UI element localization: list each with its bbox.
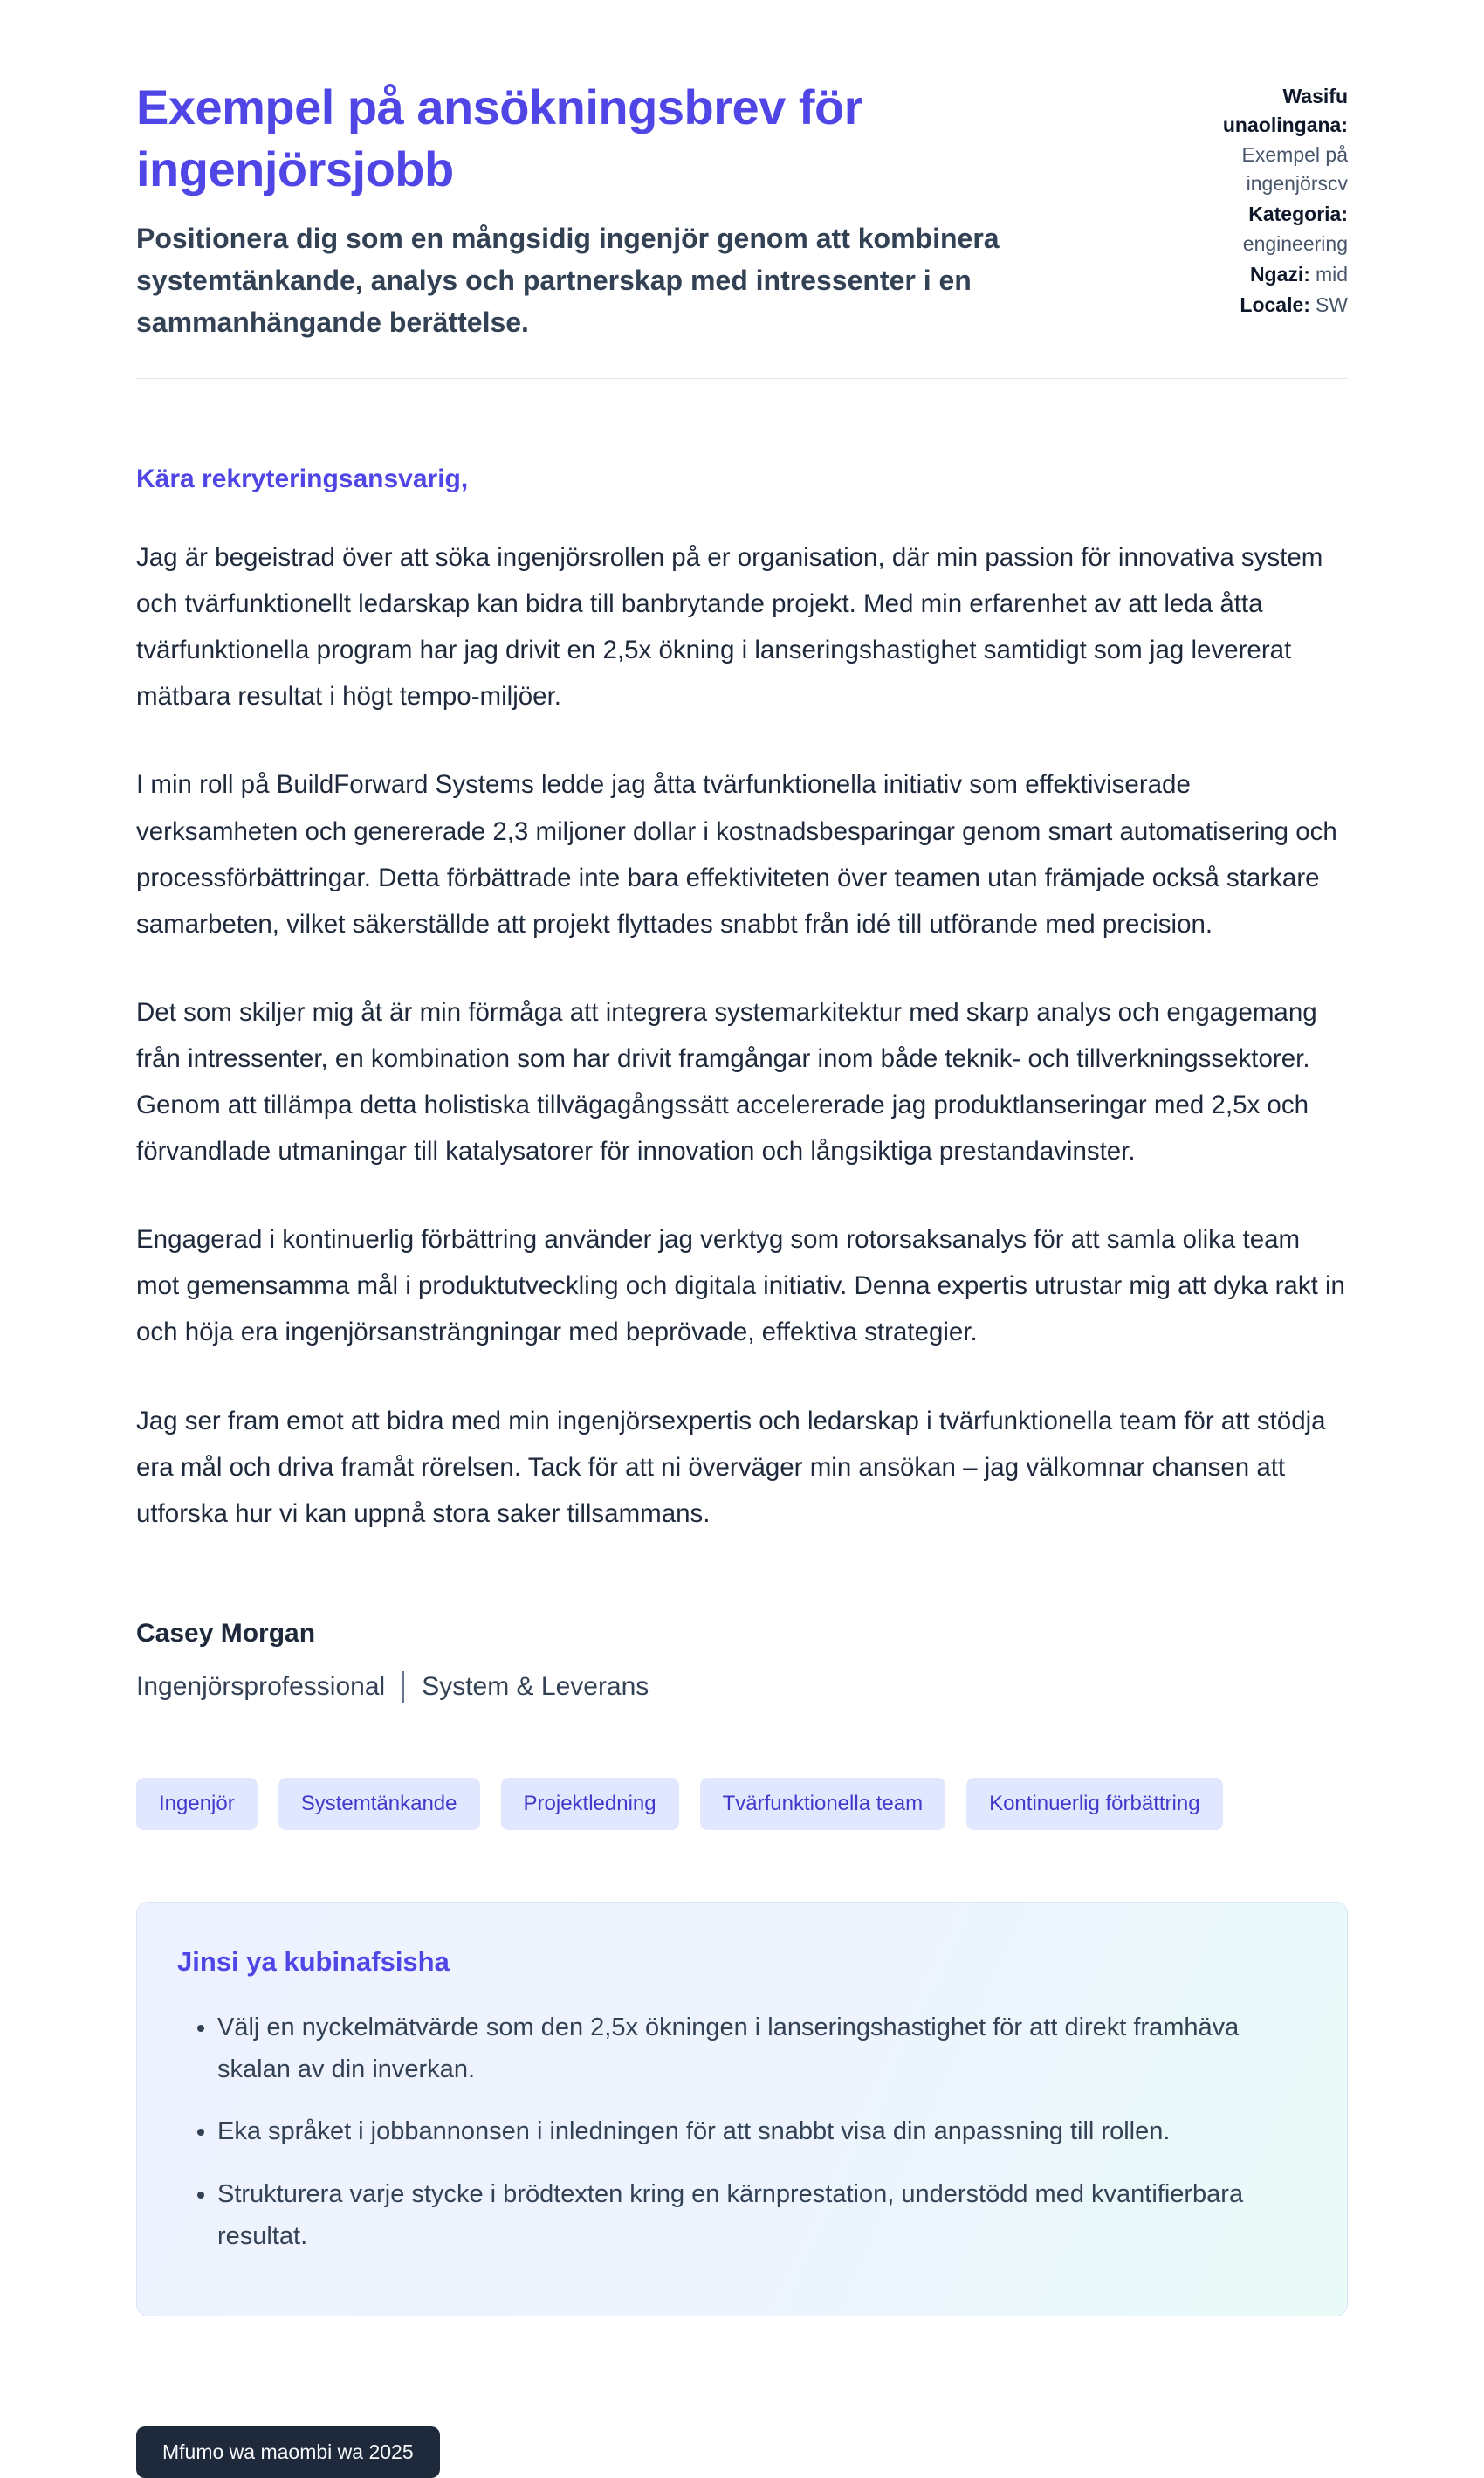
tips-title: Jinsi ya kubinafsisha — [177, 1945, 450, 1977]
tip-item: • Strukturera varje stycke i brödtexten kring en kärnprestation, understödd med kvantifierbara resultat. — [217, 2174, 1307, 2258]
meta-locale-label: Locale: — [1240, 293, 1310, 317]
tag-systemtankande: Systemtänkande — [278, 1778, 480, 1830]
page-header — [136, 77, 1348, 379]
signature-name: Casey Morgan — [136, 1618, 316, 1648]
signature-division: System & Leverans — [422, 1671, 649, 1701]
tip-item: • Välj en nyckelmätvärde som den 2,5x ökningen i lanseringshastighet för att direkt framhäva skalan av din inverkan. — [217, 2007, 1307, 2091]
letter-paragraph: I min roll på BuildForward Systems ledde jag åtta tvärfunktionella initiativ som effektiviserade verksamheten och genererade 2,3 miljoner dollar i kostnadsbesparingar genom smart automatisering och processförbättringar. Detta förbättrade inte bara effektiviteten över teamen utan främjade också starkare samarbeten, vilket säkerställde att projekt flyttades snabbt från idé till utförande med precision. — [136, 770, 1337, 939]
meta-level-label: Ngazi: — [1249, 263, 1310, 286]
meta-category-value: engineering — [1242, 231, 1348, 255]
header-title-block — [136, 77, 1044, 343]
meta-resume-value: Exempel på ingenjörscv — [1241, 142, 1348, 196]
letter-paragraph: Engagerad i kontinuerlig förbättring använder jag verktyg som rotorsaksanalys för att samla olika team mot gemensamma mål i produktutveckling och digitala initiativ. Denna expertis utrustar mig att dyka rakt in och höja era ingenjörsansträngningar med beprövade, effektiva strategier. — [136, 1225, 1345, 1347]
meta-level-value: mid — [1315, 263, 1348, 286]
letter-paragraph: Det som skiljer mig åt är min förmåga att integrera systemarkitektur med skarp analys och engagemang från intressenter, en kombination som har drivit framgångar inom både teknik- och tillverkningssektorer. Genom att tillämpa detta holistiska tillvägagångssätt accelererade jag produktlanseringar med 2,5x och förvandlade utmaningar till katalysatorer för innovation och långsiktiga prestandavinster. — [136, 997, 1317, 1167]
meta-category-label: Kategoria: — [1248, 203, 1348, 226]
tips-list — [177, 2007, 1307, 2258]
meta-locale-value: SW — [1315, 293, 1348, 317]
salutation: Kära rekryteringsansvarig, — [136, 465, 469, 494]
letter-body — [136, 465, 1348, 1703]
signature-role: Ingenjörsprofessional — [136, 1671, 386, 1701]
signature-block — [136, 1619, 1348, 1703]
tips-card — [136, 1902, 1348, 2316]
page-subtitle: Positionera dig som en mångsidig ingenjör genom att kombinera systemtänkande, analys och partnerskap med intressenter i en sammanhängande berättelse. — [136, 223, 1000, 339]
meta-resume-label: Wasifu unaolingana: — [1222, 85, 1348, 137]
letter-paragraph: Jag är begeistrad över att söka ingenjörsrollen på er organisation, där min passion för innovativa system och tvärfunktionellt ledarskap kan bidra till banbrytande projekt. Med min erfarenhet av att leda åtta tvärfunktionella program har jag drivit en 2,5x ökning i lanseringshastighet samtidigt som jag levererat mätbara resultat i högt tempo-miljöer. — [136, 543, 1323, 712]
tag-list — [136, 1778, 1348, 1830]
tip-item: • Eka språket i jobbannonsen i inledningen för att snabbt visa din anpassning till rollen. — [217, 2111, 1307, 2153]
tag-projektledning: Projektledning — [501, 1778, 679, 1830]
signature-separator — [402, 1671, 404, 1703]
footer-badge: Mfumo wa maombi wa 2025 — [136, 2426, 440, 2478]
page-title: Exempel på ansökningsbrev för ingenjörsjobb — [136, 79, 862, 196]
tag-tvarfunktionella-team: Tvärfunktionella team — [700, 1778, 945, 1830]
tag-ingenjor: Ingenjör — [136, 1778, 258, 1830]
tag-kontinuerlig-forbattring: Kontinuerlig förbättring — [966, 1778, 1222, 1830]
letter-paragraph: Jag ser fram emot att bidra med min ingenjörsexpertis och ledarskap i tvärfunktionella team för att stödja era mål och driva framåt rörelsen. Tack för att ni överväger min ansökan – jag välkomnar chansen att utforska hur vi kan uppnå stora saker tillsammans. — [136, 1406, 1326, 1528]
meta-panel — [1160, 77, 1348, 322]
signature-role-line — [136, 1671, 1348, 1703]
